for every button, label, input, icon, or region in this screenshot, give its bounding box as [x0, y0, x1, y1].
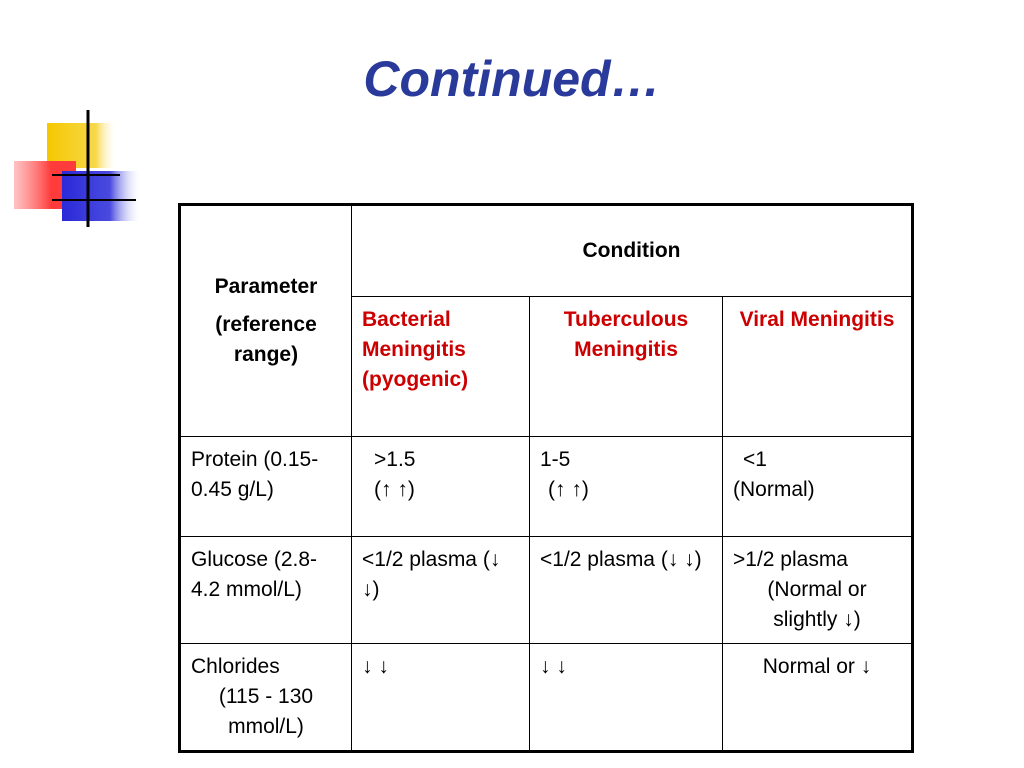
chlorides-bacterial-cell: ↓ ↓ [352, 644, 530, 752]
condition-header: Condition [582, 239, 681, 262]
protein-parameter-cell: Protein (0.15-0.45 g/L) [180, 437, 352, 537]
table-row-protein [180, 437, 913, 537]
decorative-squares-graphic [0, 105, 150, 235]
condition-viral-header: Viral Meningitis [723, 297, 913, 437]
chlorides-tuberculous-cell: ↓ ↓ [530, 644, 723, 752]
csf-findings-table [178, 203, 914, 753]
glucose-parameter-cell: Glucose (2.8-4.2 mmol/L) [180, 537, 352, 644]
condition-header-cell [352, 205, 913, 297]
condition-bacterial-header: Bacterial Meningitis (pyogenic) [352, 297, 530, 437]
glucose-tuberculous-cell: <1/2 plasma (↓ ↓) [530, 537, 723, 644]
chlorides-viral-cell: Normal or ↓ [723, 644, 913, 752]
chlorides-parameter-cell: Chlorides (115 - 130 mmol/L) [180, 644, 352, 752]
reference-range-header: (reference range) [215, 313, 317, 366]
table-row-glucose [180, 537, 913, 644]
parameter-header: Parameter [214, 275, 318, 298]
glucose-bacterial-cell: <1/2 plasma (↓ ↓) [352, 537, 530, 644]
condition-tuberculous-header: Tuberculous Meningitis [530, 297, 723, 437]
protein-viral-cell: <1 (Normal) [723, 437, 913, 537]
protein-bacterial-cell: >1.5 (↑ ↑) [352, 437, 530, 537]
slide-title: Continued… [363, 51, 661, 107]
glucose-viral-cell: >1/2 plasma (Normal or slightly ↓) [723, 537, 913, 644]
protein-tuberculous-cell: 1-5 (↑ ↑) [530, 437, 723, 537]
parameter-header-cell [180, 205, 352, 437]
table-row-chlorides [180, 644, 913, 752]
